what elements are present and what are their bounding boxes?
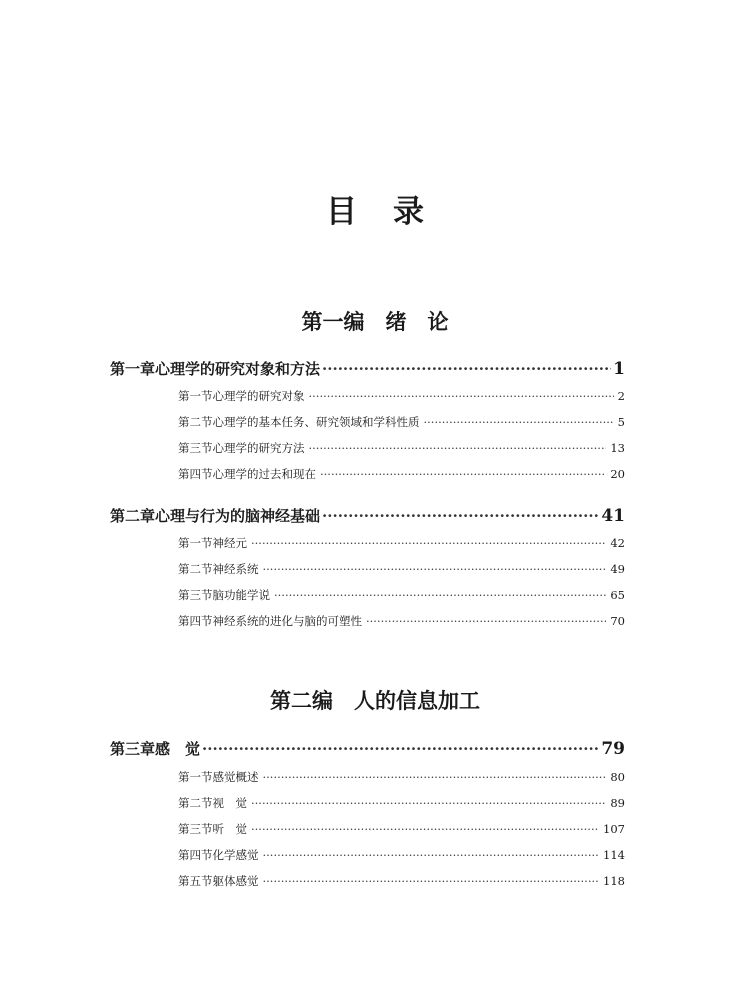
section-number: 第二节	[178, 796, 213, 810]
toc-section-row[interactable]	[178, 795, 625, 813]
section-page: 42	[610, 536, 625, 550]
chapter-title: 心理与行为的脑神经基础	[155, 507, 321, 525]
section-title: 心理学的研究方法	[212, 441, 305, 455]
section-page: 2	[617, 389, 625, 403]
title-char-1: 目	[326, 194, 357, 230]
toc-section-row[interactable]	[178, 388, 625, 406]
section-title: 心理学的基本任务、研究领域和学科性质	[212, 415, 420, 429]
toc-section-row[interactable]	[178, 613, 625, 631]
section-number: 第三节	[178, 588, 213, 602]
section-number: 第二节	[178, 562, 213, 576]
section-page: 107	[603, 822, 625, 836]
section-number: 第四节	[178, 848, 213, 862]
toc-section-row[interactable]	[178, 440, 625, 458]
chapter-page: 1	[613, 359, 625, 379]
toc-section-row[interactable]	[178, 769, 625, 787]
section-number: 第一节	[178, 536, 213, 550]
dot-leader	[309, 389, 614, 403]
dot-leader	[202, 740, 599, 758]
section-page: 20	[610, 467, 625, 481]
toc-section-row[interactable]	[178, 821, 625, 839]
toc-section-row[interactable]	[178, 466, 625, 484]
section-title: 听 觉	[212, 822, 247, 836]
section-page: 114	[603, 848, 625, 862]
title-char-2: 录	[393, 194, 424, 230]
section-page: 118	[603, 874, 625, 888]
toc-section-row[interactable]	[178, 873, 625, 891]
toc-chapter-row[interactable]	[110, 358, 625, 380]
section-number: 第一节	[178, 389, 213, 403]
toc-section-row[interactable]	[178, 535, 625, 553]
toc-section-row[interactable]	[178, 561, 625, 579]
section-number: 第三节	[178, 441, 213, 455]
dot-leader	[263, 848, 600, 862]
dot-leader	[251, 822, 599, 836]
dot-leader	[366, 614, 606, 628]
section-page: 5	[617, 415, 625, 429]
dot-leader	[263, 770, 607, 784]
section-page: 70	[610, 614, 625, 628]
toc-chapter-row[interactable]	[110, 738, 625, 760]
dot-leader	[251, 796, 606, 810]
section-page: 49	[610, 562, 625, 576]
chapter-number: 第三章	[110, 740, 156, 758]
dot-leader	[274, 588, 606, 602]
toc-section-row[interactable]	[178, 847, 625, 865]
section-page: 65	[610, 588, 625, 602]
section-title: 化学感觉	[212, 848, 259, 862]
section-number: 第四节	[178, 614, 213, 628]
toc-chapter-row[interactable]	[110, 505, 625, 527]
section-number: 第五节	[178, 874, 213, 888]
section-number: 第二节	[178, 415, 213, 429]
dot-leader	[322, 360, 611, 378]
section-title: 神经元	[212, 536, 247, 550]
page-title	[0, 186, 750, 231]
dot-leader	[251, 536, 606, 550]
section-title: 神经系统	[212, 562, 259, 576]
dot-leader	[322, 507, 599, 525]
section-title: 躯体感觉	[212, 874, 259, 888]
section-page: 80	[610, 770, 625, 784]
section-number: 第四节	[178, 467, 213, 481]
chapter-page: 41	[601, 506, 625, 526]
section-number: 第三节	[178, 822, 213, 836]
toc-section-row[interactable]	[178, 414, 625, 432]
dot-leader	[320, 467, 606, 481]
section-page: 13	[610, 441, 625, 455]
section-title: 脑功能学说	[212, 588, 270, 602]
chapter-number: 第二章	[110, 507, 156, 525]
chapter-title: 感 觉	[155, 740, 201, 758]
chapter-title: 心理学的研究对象和方法	[155, 360, 321, 378]
section-number: 第一节	[178, 770, 213, 784]
part-heading: 第二编 人的信息加工	[270, 688, 480, 713]
section-title: 视 觉	[212, 796, 247, 810]
dot-leader	[309, 441, 607, 455]
section-title: 心理学的过去和现在	[212, 467, 316, 481]
section-title: 心理学的研究对象	[212, 389, 305, 403]
toc-section-row[interactable]	[178, 587, 625, 605]
chapter-page: 79	[601, 739, 625, 759]
chapter-number: 第一章	[110, 360, 156, 378]
dot-leader	[424, 415, 614, 429]
dot-leader	[263, 562, 607, 576]
part-heading: 第一编 绪 论	[301, 309, 449, 334]
dot-leader	[263, 874, 600, 888]
section-page: 89	[610, 796, 625, 810]
section-title: 神经系统的进化与脑的可塑性	[212, 614, 362, 628]
section-title: 感觉概述	[212, 770, 259, 784]
